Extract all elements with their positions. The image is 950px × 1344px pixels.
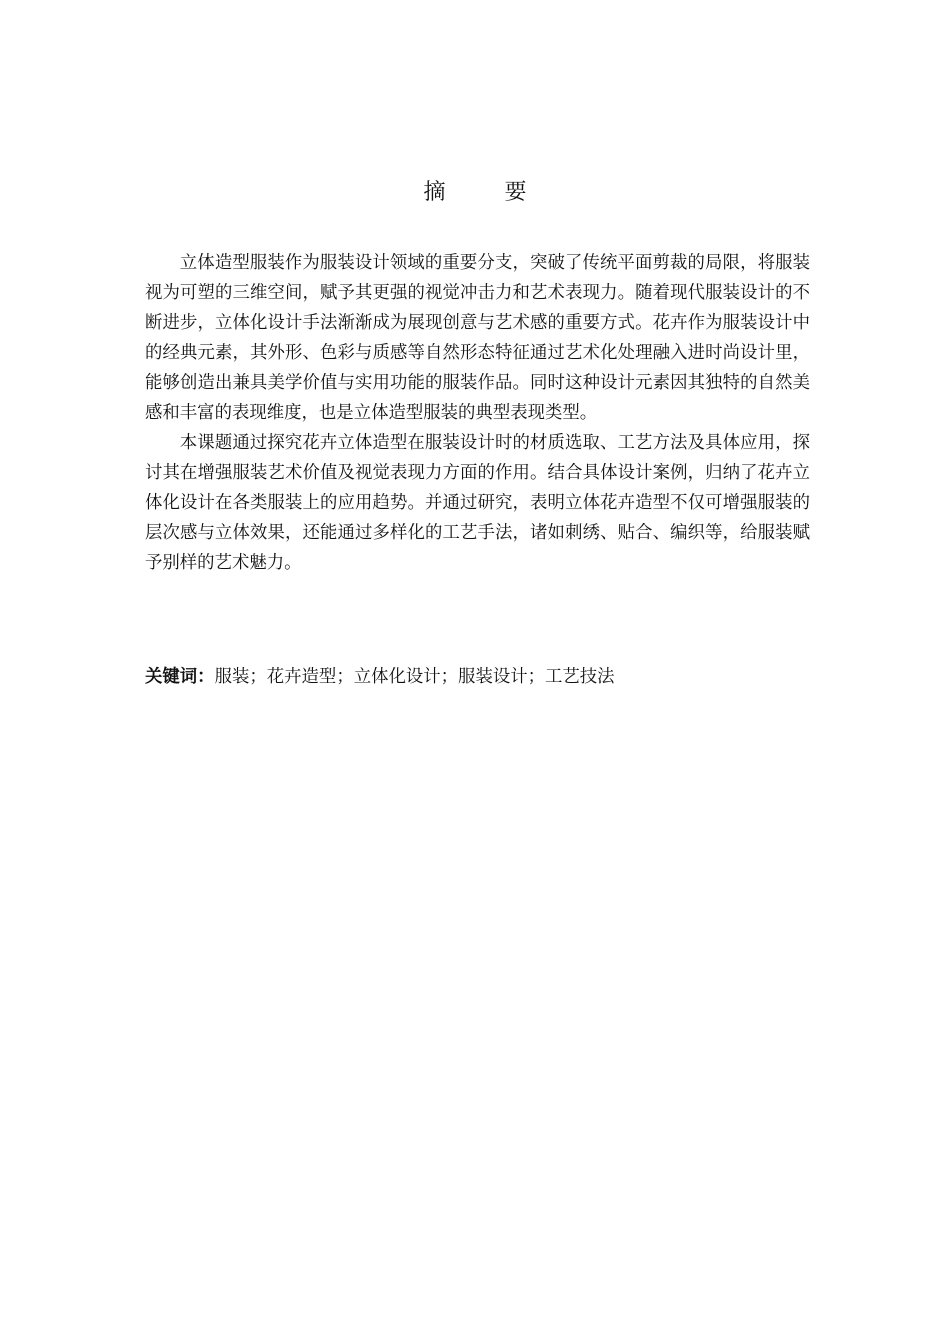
abstract-title: 摘 要 <box>423 180 553 205</box>
keywords-text: 服装；花卉造型；立体化设计；服装设计；工艺技法 <box>214 667 615 687</box>
abstract-body <box>145 248 810 578</box>
abstract-paragraph-2: 本课题通过探究花卉立体造型在服装设计时的材质选取、工艺方法及具体应用，探讨其在增强服装艺术价值及视觉表现力方面的作用。结合具体设计案例，归纳了花卉立体化设计在各类服装上的应用趋势。并通过研究，表明立体花卉造型不仅可增强服装的层次感与立体效果，还能通过多样化的工艺手法，诸如刺绣、贴合、编织等，给服装赋予别样的艺术魅力。 <box>145 433 810 573</box>
keywords-label: 关键词： <box>145 667 215 687</box>
abstract-paragraph-1: 立体造型服装作为服装设计领域的重要分支，突破了传统平面剪裁的局限，将服装视为可塑的三维空间，赋予其更强的视觉冲击力和艺术表现力。随着现代服装设计的不断进步，立体化设计手法渐渐成为展现创意与艺术感的重要方式。花卉作为服装设计中的经典元素，其外形、色彩与质感等自然形态特征通过艺术化处理融入进时尚设计里，能够创造出兼具美学价值与实用功能的服装作品。同时这种设计元素因其独特的自然美感和丰富的表现维度，也是立体造型服装的典型表现类型。 <box>145 253 810 423</box>
keywords-line <box>145 664 810 690</box>
